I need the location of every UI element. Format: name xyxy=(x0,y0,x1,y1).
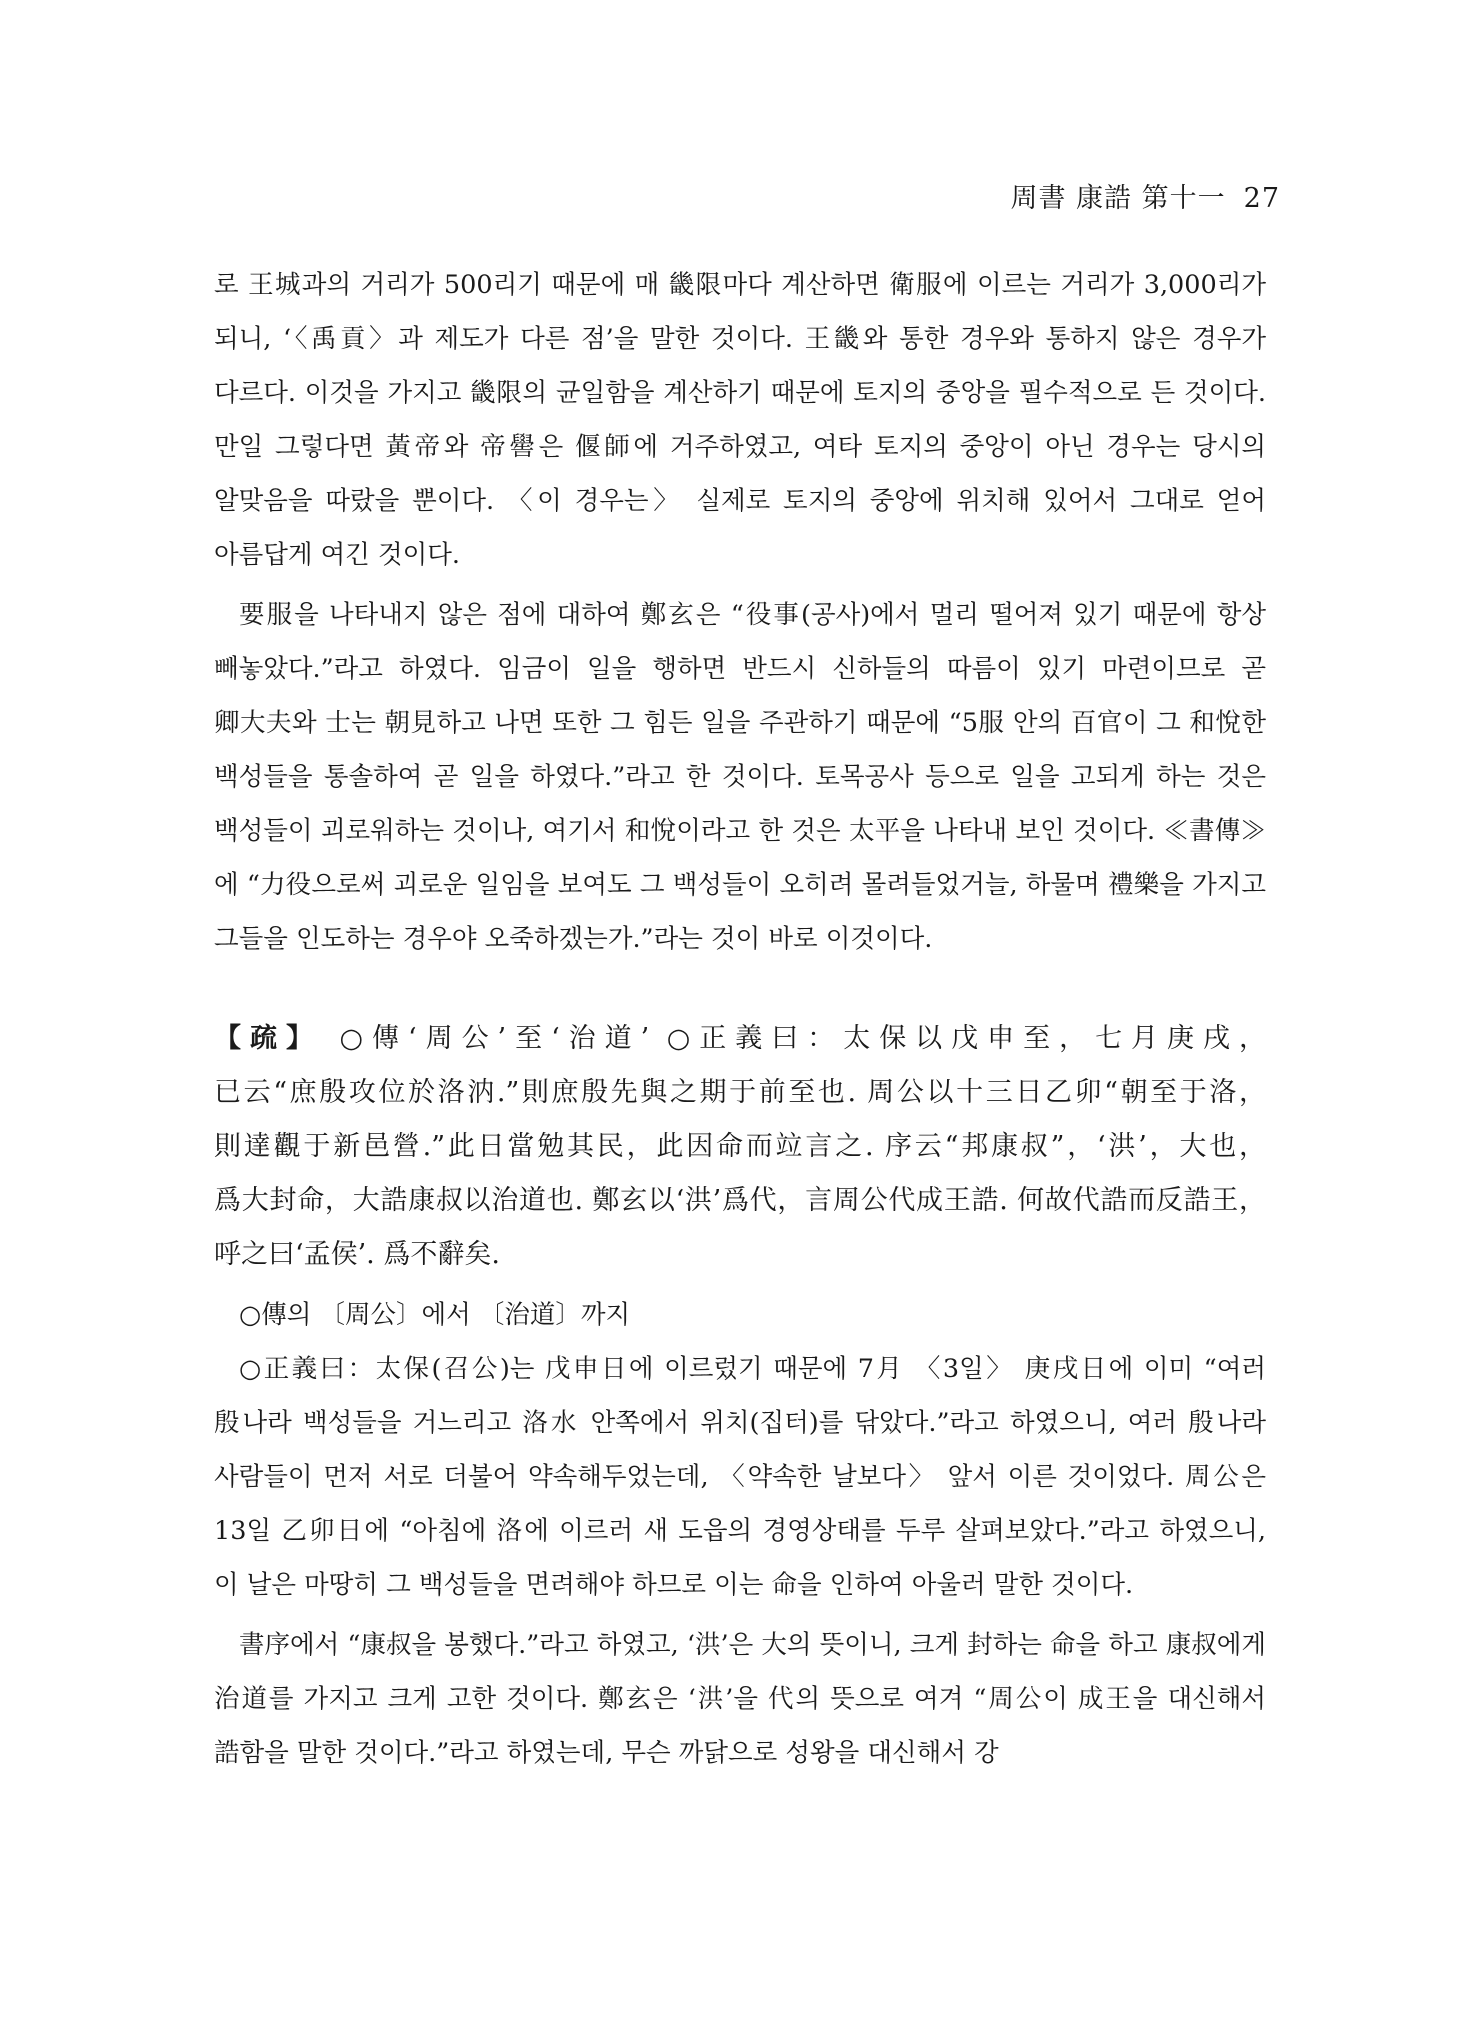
translation-heading: ○傳의 〔周公〕에서 〔治道〕까지 xyxy=(239,1300,631,1330)
commentary-text: ○傳‘周公’至‘治道’ ○正義曰：太保以戊申至，七月庚戌，已云“庶殷攻位於洛汭.”則庶殷先與之期于前至也. 周公以十三日乙卯“朝至于洛，則達觀于新邑營.”此日當勉其民，此因命而竝言之. 序云“邦康叔”，‘洪’，大也，爲大封命，大誥康叔以治道也. 鄭玄以‘洪’爲代，言周公代成王誥. 何故代誥而反誥王，呼之曰‘孟侯’. 爲不辭矣. xyxy=(214,1023,1267,1270)
commentary-paragraph xyxy=(214,1012,1266,1282)
body-paragraph-1: 로 王城과의 거리가 500리기 때문에 매 畿限마다 계산하면 衛服에 이르는 거리가 3,000리가 되니, ‘〈禹貢〉과 제도가 다른 점’을 말한 것이다. 王畿와 통한 경우와 통하지 않은 경우가 다르다. 이것을 가지고 畿限의 균일함을 계산하기 때문에 토지의 중앙을 필수적으로 든 것이다. 만일 그렇다면 黃帝와 帝嚳은 偃師에 거주하였고, 여타 토지의 중앙이 아닌 경우는 당시의 알맞음을 따랐을 뿐이다. 〈이 경우는〉 실제로 토지의 중앙에 위치해 있어서 그대로 얻어 아름답게 여긴 것이다. xyxy=(214,270,1266,570)
body-paragraph-2: 要服을 나타내지 않은 점에 대하여 鄭玄은 “役事(공사)에서 멀리 떨어져 있기 때문에 항상 빼놓았다.”라고 하였다. 임금이 일을 행하면 반드시 신하들의 따름이 있기 마련이므로 곧 卿大夫와 士는 朝見하고 나면 또한 그 힘든 일을 주관하기 때문에 “5服 안의 百官이 그 和悅한 백성들을 통솔하여 곧 일을 하였다.”라고 한 것이다. 토목공사 등으로 일을 고되게 하는 것은 백성들이 괴로워하는 것이나, 여기서 和悅이라고 한 것은 太平을 나타내 보인 것이다. ≪書傳≫에 “力役으로써 괴로운 일임을 보여도 그 백성들이 오히려 몰려들었거늘, 하물며 禮樂을 가지고 그들을 인도하는 경우야 오죽하겠는가.”라는 것이 바로 이것이다. xyxy=(214,600,1266,954)
commentary-marker: 【疏】 xyxy=(214,1023,322,1054)
running-title: 周書 康誥 第十一 xyxy=(1010,183,1226,214)
section-gap xyxy=(214,966,1266,1012)
page-number: 27 xyxy=(1243,183,1280,214)
translation-paragraph-1: ○正義曰：太保(召公)는 戊申日에 이르렀기 때문에 7月 〈3일〉 庚戌日에 이미 “여러 殷나라 백성들을 거느리고 洛水 안쪽에서 위치(집터)를 닦았다.”라고 하였으니, 여러 殷나라 사람들이 먼저 서로 더불어 약속해두었는데, 〈약속한 날보다〉 앞서 이른 것이었다. 周公은 13일 乙卯日에 “아침에 洛에 이르러 새 도읍의 경영상태를 두루 살펴보았다.”라고 하였으니, 이 날은 마땅히 그 백성들을 면려해야 하므로 이는 命을 인하여 아울러 말한 것이다. xyxy=(214,1354,1266,1600)
page-body xyxy=(214,258,1266,1780)
running-head xyxy=(1010,176,1280,215)
translation-paragraph-2: 書序에서 “康叔을 봉했다.”라고 하였고, ‘洪’은 大의 뜻이니, 크게 封하는 命을 하고 康叔에게 治道를 가지고 크게 고한 것이다. 鄭玄은 ‘洪’을 代의 뜻으로 여겨 “周公이 成王을 대신해서 誥함을 말한 것이다.”라고 하였는데, 무슨 까닭으로 성왕을 대신해서 강 xyxy=(214,1630,1266,1768)
